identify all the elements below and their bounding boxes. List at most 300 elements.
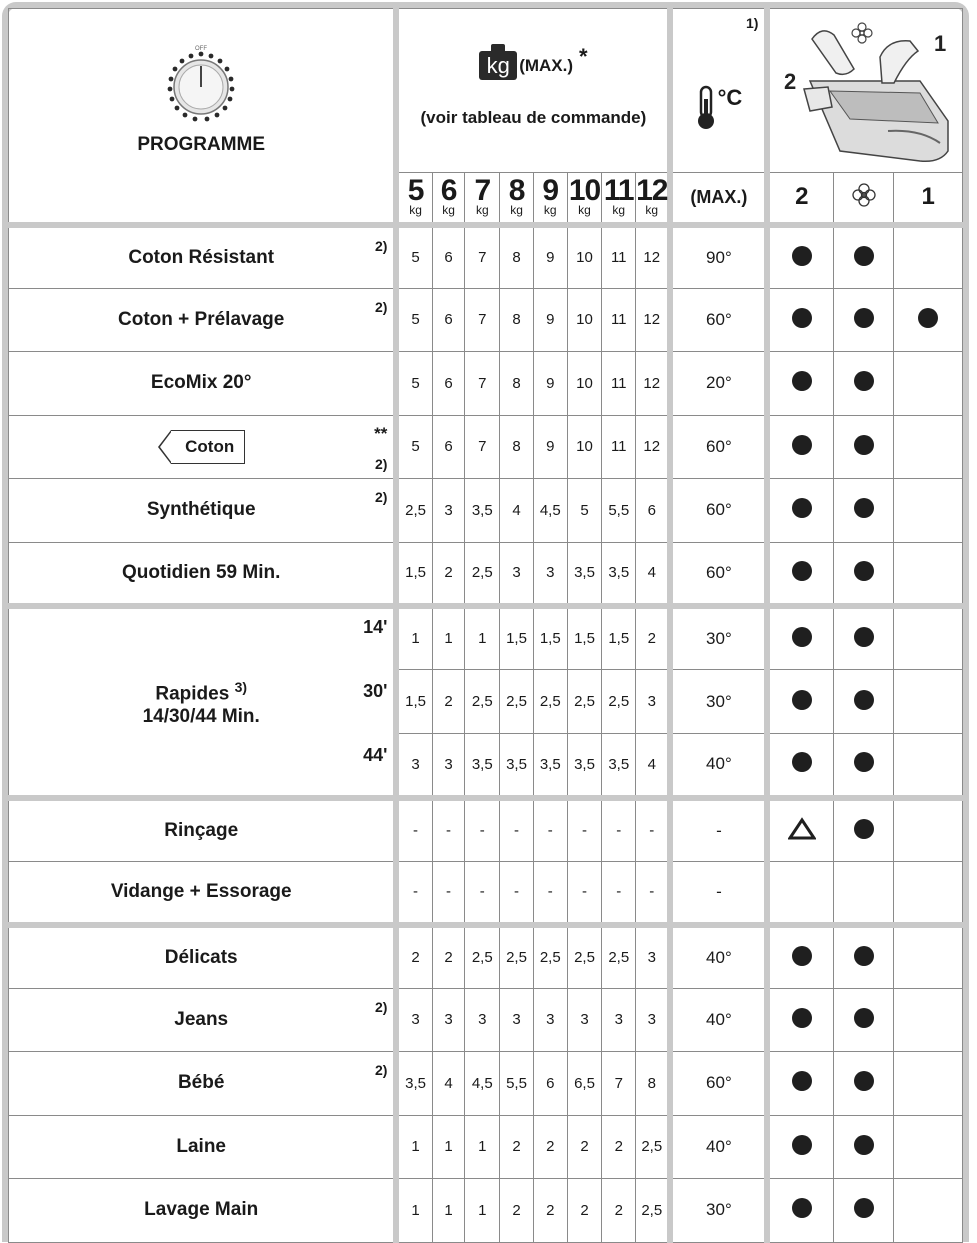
max-temperature: 40°: [670, 734, 767, 798]
load-value: 2,5: [396, 479, 432, 543]
load-value: -: [567, 861, 602, 925]
max-temperature: 40°: [670, 988, 767, 1052]
load-value: 4,5: [533, 479, 567, 543]
compartment-softener-cell: [834, 542, 894, 606]
dosage-dot: [792, 690, 812, 710]
load-value: 10: [567, 415, 602, 479]
coton-eco-badge: Coton: [171, 430, 245, 464]
compartment-softener-header: [834, 173, 894, 225]
load-value: 2: [567, 1115, 602, 1179]
load-value: 11: [602, 288, 636, 352]
dosage-dot: [792, 752, 812, 772]
compartment-1-cell: [894, 288, 963, 352]
capacity-12: 12 kg: [636, 173, 671, 225]
dial-icon: [165, 44, 237, 134]
footnote-note: 2): [374, 998, 388, 1015]
load-value: 7: [465, 415, 500, 479]
compartment-2-cell: [767, 1052, 833, 1116]
load-value: 2,5: [567, 670, 602, 734]
programme-name: Quotidien 59 Min.: [122, 561, 281, 583]
load-value: 9: [533, 352, 567, 416]
max-temperature: 90°: [670, 225, 767, 289]
compartment-2-cell: [767, 798, 833, 862]
thermometer-icon: [696, 85, 716, 131]
programme-name: Laine: [176, 1135, 226, 1157]
load-value: 1: [465, 1179, 500, 1243]
programme-cell: [9, 798, 397, 862]
compartment-1-header: 1: [894, 173, 963, 225]
temperature-note: 1): [745, 15, 759, 31]
load-value: -: [602, 798, 636, 862]
programme-header: [9, 9, 397, 225]
load-value: 5: [567, 479, 602, 543]
max-temperature: 40°: [670, 1115, 767, 1179]
max-temperature: 40°: [670, 925, 767, 989]
programme-row: [9, 352, 963, 416]
load-value: 6: [432, 288, 465, 352]
programme-subname: 14/30/44 Min.: [142, 705, 260, 727]
load-value: 10: [567, 225, 602, 289]
load-value: 7: [465, 225, 500, 289]
max-temperature: -: [670, 861, 767, 925]
compartment-softener-cell: [834, 606, 894, 670]
dosage-dot: [792, 561, 812, 581]
programme-row: [9, 861, 963, 925]
load-value: 3: [636, 925, 671, 989]
compartment-2-cell: [767, 988, 833, 1052]
compartment-1-cell: [894, 225, 963, 289]
compartment-2-cell: [767, 606, 833, 670]
footnote-note: 2): [374, 489, 388, 505]
dosage-dot: [918, 308, 938, 328]
load-value: 3: [396, 988, 432, 1052]
load-value: 11: [602, 352, 636, 416]
dosage-dot: [854, 1071, 874, 1091]
programme-name: Bébé: [177, 1072, 225, 1094]
compartment-1-cell: [894, 925, 963, 989]
max-temperature: 30°: [670, 670, 767, 734]
programme-row: [9, 925, 963, 989]
compartment-2-cell: [767, 925, 833, 989]
programme-name: Rinçage: [164, 819, 239, 841]
capacity-6: 6 kg: [432, 173, 465, 225]
load-value: 9: [533, 288, 567, 352]
dosage-dot: [854, 690, 874, 710]
programme-cell: [9, 225, 397, 289]
dosage-dot: [854, 498, 874, 518]
load-value: -: [533, 798, 567, 862]
programme-cell: [9, 479, 397, 543]
load-value: 3,5: [602, 734, 636, 798]
compartment-1-cell: [894, 734, 963, 798]
programme-row: [9, 1115, 963, 1179]
weight-star: *: [579, 43, 588, 69]
compartment-1-cell: [894, 1115, 963, 1179]
footnote-note: 2): [374, 1062, 388, 1078]
load-value: -: [636, 861, 671, 925]
programme-cell: [9, 415, 397, 479]
load-value: 3: [500, 988, 534, 1052]
dosage-dot: [854, 946, 874, 966]
programme-table: [8, 8, 963, 1243]
dosage-dot: [854, 1008, 874, 1028]
load-value: 1: [396, 606, 432, 670]
programme-name: Coton + Prélavage: [118, 308, 285, 330]
programme-cell: [9, 988, 397, 1052]
load-value: 2,5: [500, 925, 534, 989]
load-value: 2,5: [533, 925, 567, 989]
load-value: 3: [602, 988, 636, 1052]
programme-row: [9, 988, 963, 1052]
load-value: 1: [396, 1179, 432, 1243]
dosage-dot: [792, 627, 812, 647]
dosage-dot: [854, 752, 874, 772]
programme-name: Délicats: [164, 946, 238, 968]
load-value: 3: [432, 734, 465, 798]
load-value: 3: [465, 988, 500, 1052]
compartment-2-cell: [767, 352, 833, 416]
load-value: 3,5: [602, 542, 636, 606]
load-value: 6: [533, 1052, 567, 1116]
load-value: 2,5: [636, 1179, 671, 1243]
programme-row: [9, 225, 963, 289]
programme-name: Synthétique: [146, 499, 256, 521]
compartment-softener-cell: [834, 479, 894, 543]
max-temperature: 60°: [670, 288, 767, 352]
capacity-11: 11 kg: [602, 173, 636, 225]
load-value: 1,5: [533, 606, 567, 670]
load-value: 1,5: [500, 606, 534, 670]
load-value: 2: [602, 1115, 636, 1179]
load-value: 6: [432, 352, 465, 416]
dosage-dot: [854, 561, 874, 581]
compartment-softener-cell: [834, 415, 894, 479]
dosage-dot: [792, 308, 812, 328]
load-value: 11: [602, 225, 636, 289]
load-value: 3,5: [396, 1052, 432, 1116]
max-temperature: 60°: [670, 542, 767, 606]
programme-name: Rapides: [155, 683, 230, 705]
dosage-dot: [854, 819, 874, 839]
load-value: -: [432, 798, 465, 862]
detergent-drawer-header: [767, 9, 962, 173]
load-value: 2: [500, 1115, 534, 1179]
load-value: 1,5: [396, 670, 432, 734]
load-value: 10: [567, 288, 602, 352]
load-value: 3: [500, 542, 534, 606]
load-value: 1,5: [602, 606, 636, 670]
max-temperature: 60°: [670, 1052, 767, 1116]
programme-row: [9, 288, 963, 352]
load-value: 2,5: [636, 1115, 671, 1179]
load-value: 3: [533, 542, 567, 606]
load-value: 5: [396, 415, 432, 479]
load-value: 7: [602, 1052, 636, 1116]
capacity-9: 9 kg: [533, 173, 567, 225]
compartment-2-cell: [767, 734, 833, 798]
load-value: 6,5: [567, 1052, 602, 1116]
programme-row: [9, 415, 963, 479]
dosage-dot: [854, 627, 874, 647]
programme-row: [9, 798, 963, 862]
dosage-dot: [854, 1198, 874, 1218]
load-value: 12: [636, 288, 671, 352]
dosage-dot: [792, 1198, 812, 1218]
rapides-time: 30': [363, 680, 388, 701]
load-value: 8: [500, 225, 534, 289]
load-value: 4: [432, 1052, 465, 1116]
compartment-2-cell: [767, 415, 833, 479]
weight-header: [396, 9, 670, 173]
load-value: 1: [465, 606, 500, 670]
dosage-dot: [792, 371, 812, 391]
load-value: 8: [500, 415, 534, 479]
load-value: 2: [602, 1179, 636, 1243]
weight-kg-icon: kg: [479, 44, 517, 80]
dial-off-label: OFF: [195, 46, 208, 53]
footnote-stars: **: [374, 423, 388, 443]
max-temperature: 60°: [670, 479, 767, 543]
load-value: -: [567, 798, 602, 862]
load-value: -: [500, 798, 534, 862]
programme-name: EcoMix 20°: [150, 372, 252, 394]
programme-cell: [9, 925, 397, 989]
compartment-1-cell: [894, 670, 963, 734]
compartment-1-cell: [894, 542, 963, 606]
load-value: 12: [636, 352, 671, 416]
load-value: 3,5: [533, 734, 567, 798]
programme-cell: [9, 1052, 397, 1116]
drawer-label-2: 2: [784, 68, 797, 94]
programme-cell: [9, 1179, 397, 1243]
compartment-1-cell: [894, 415, 963, 479]
load-value: 3: [432, 479, 465, 543]
compartment-softener-cell: [834, 925, 894, 989]
compartment-softener-cell: [834, 352, 894, 416]
programme-name: Coton Résistant: [128, 246, 275, 268]
programme-cell: [9, 352, 397, 416]
load-value: 3,5: [567, 734, 602, 798]
load-value: 6: [432, 415, 465, 479]
load-value: 2: [533, 1115, 567, 1179]
compartment-softener-cell: [834, 798, 894, 862]
load-value: -: [465, 861, 500, 925]
compartment-1-cell: [894, 1179, 963, 1243]
dosage-dot: [854, 435, 874, 455]
load-value: 6: [432, 225, 465, 289]
load-value: 7: [465, 352, 500, 416]
load-value: 3,5: [500, 734, 534, 798]
load-value: 3,5: [465, 734, 500, 798]
load-value: 2: [432, 542, 465, 606]
triangle-icon: [788, 817, 816, 841]
footnote-note: 2): [374, 237, 388, 254]
compartment-1-cell: [894, 861, 963, 925]
footnote-note: 2): [374, 456, 388, 472]
max-temperature: 30°: [670, 1179, 767, 1243]
load-value: 1: [396, 1115, 432, 1179]
load-value: 3: [567, 988, 602, 1052]
programme-name: Lavage Main: [144, 1199, 259, 1221]
load-value: 9: [533, 225, 567, 289]
dosage-dot: [792, 1008, 812, 1028]
compartment-2-cell: [767, 479, 833, 543]
programme-label: PROGRAMME: [137, 134, 266, 156]
load-value: 8: [500, 288, 534, 352]
compartment-softener-cell: [834, 734, 894, 798]
load-value: 5,5: [500, 1052, 534, 1116]
load-value: 2,5: [465, 670, 500, 734]
load-value: 2: [567, 1179, 602, 1243]
compartment-softener-cell: [834, 1179, 894, 1243]
load-value: 5: [396, 288, 432, 352]
load-value: 2,5: [567, 925, 602, 989]
max-temperature: 20°: [670, 352, 767, 416]
programme-row: [9, 479, 963, 543]
programme-cell: [9, 1115, 397, 1179]
load-value: 2,5: [465, 542, 500, 606]
load-value: 2,5: [465, 925, 500, 989]
dosage-dot: [792, 246, 812, 266]
load-value: 11: [602, 415, 636, 479]
load-value: 1,5: [567, 606, 602, 670]
load-value: 9: [533, 415, 567, 479]
compartment-2-cell: [767, 225, 833, 289]
load-value: 4,5: [465, 1052, 500, 1116]
load-value: 4: [500, 479, 534, 543]
load-value: 3,5: [465, 479, 500, 543]
load-value: 12: [636, 415, 671, 479]
load-value: 2: [533, 1179, 567, 1243]
capacity-5: 5 kg: [396, 173, 432, 225]
compartment-softener-cell: [834, 225, 894, 289]
rapides-time: 14': [363, 616, 388, 637]
load-value: 5,5: [602, 479, 636, 543]
programme-cell: [9, 288, 397, 352]
load-value: -: [500, 861, 534, 925]
temperature-unit: °C: [717, 84, 743, 110]
dosage-dot: [854, 308, 874, 328]
load-value: 10: [567, 352, 602, 416]
load-value: -: [636, 798, 671, 862]
dosage-dot: [792, 498, 812, 518]
compartment-2-cell: [767, 288, 833, 352]
load-value: 3: [533, 988, 567, 1052]
compartment-softener-cell: [834, 1115, 894, 1179]
compartment-softener-cell: [834, 1052, 894, 1116]
load-value: 3: [396, 734, 432, 798]
load-value: 2,5: [533, 670, 567, 734]
detergent-drawer-icon: [770, 11, 955, 171]
programme-cell: [9, 861, 397, 925]
max-temperature: 60°: [670, 415, 767, 479]
programme-name: Vidange + Essorage: [110, 880, 292, 902]
load-value: 6: [636, 479, 671, 543]
load-value: 8: [636, 1052, 671, 1116]
load-value: 2: [500, 1179, 534, 1243]
capacity-8: 8 kg: [500, 173, 534, 225]
load-value: 1: [432, 1115, 465, 1179]
dosage-dot: [854, 371, 874, 391]
rapides-row: [9, 606, 963, 670]
compartment-1-cell: [894, 606, 963, 670]
load-value: 2,5: [602, 670, 636, 734]
dosage-dot: [792, 1135, 812, 1155]
load-value: 2: [636, 606, 671, 670]
max-temperature: -: [670, 798, 767, 862]
compartment-softener-cell: [834, 288, 894, 352]
load-value: -: [533, 861, 567, 925]
rapides-programme-cell: [9, 606, 397, 798]
compartment-softener-cell: [834, 670, 894, 734]
compartment-2-header: 2: [767, 173, 833, 225]
compartment-softener-cell: [834, 988, 894, 1052]
temperature-header: [670, 9, 767, 173]
load-value: 2,5: [602, 925, 636, 989]
footnote-note: 2): [374, 298, 388, 315]
dosage-dot: [854, 246, 874, 266]
load-value: 1: [432, 1179, 465, 1243]
load-value: 3,5: [567, 542, 602, 606]
programme-row: [9, 542, 963, 606]
load-value: -: [432, 861, 465, 925]
load-value: 2: [396, 925, 432, 989]
compartment-2-cell: [767, 1179, 833, 1243]
load-value: 3: [432, 988, 465, 1052]
load-value: 4: [636, 542, 671, 606]
programme-cell: [9, 542, 397, 606]
compartment-softener-cell: [834, 861, 894, 925]
temperature-max-label: (MAX.): [670, 173, 767, 225]
load-value: 3: [636, 670, 671, 734]
compartment-1-cell: [894, 1052, 963, 1116]
compartment-2-cell: [767, 1115, 833, 1179]
capacity-7: 7 kg: [465, 173, 500, 225]
programme-row: [9, 1179, 963, 1243]
compartment-1-cell: [894, 988, 963, 1052]
load-value: 5: [396, 225, 432, 289]
load-value: 2,5: [500, 670, 534, 734]
max-temperature: 30°: [670, 606, 767, 670]
dosage-dot: [792, 435, 812, 455]
weight-subtitle: (voir tableau de commande): [420, 107, 647, 127]
load-value: 3: [636, 988, 671, 1052]
footnote-note: 3): [234, 679, 248, 696]
dosage-dot: [792, 1071, 812, 1091]
dosage-dot: [854, 1135, 874, 1155]
load-value: -: [396, 798, 432, 862]
programme-name: Jeans: [174, 1008, 229, 1030]
flower-icon: [851, 182, 877, 208]
load-value: 12: [636, 225, 671, 289]
load-value: 4: [636, 734, 671, 798]
programme-row: [9, 1052, 963, 1116]
load-value: -: [465, 798, 500, 862]
rapides-time: 44': [363, 744, 388, 765]
compartment-1-cell: [894, 798, 963, 862]
load-value: 2: [432, 925, 465, 989]
load-value: 2: [432, 670, 465, 734]
load-value: 1,5: [396, 542, 432, 606]
dosage-dot: [792, 946, 812, 966]
capacity-10: 10 kg: [567, 173, 602, 225]
load-value: -: [602, 861, 636, 925]
drawer-label-1: 1: [934, 30, 947, 56]
load-value: 5: [396, 352, 432, 416]
compartment-2-cell: [767, 861, 833, 925]
compartment-2-cell: [767, 670, 833, 734]
load-value: -: [396, 861, 432, 925]
